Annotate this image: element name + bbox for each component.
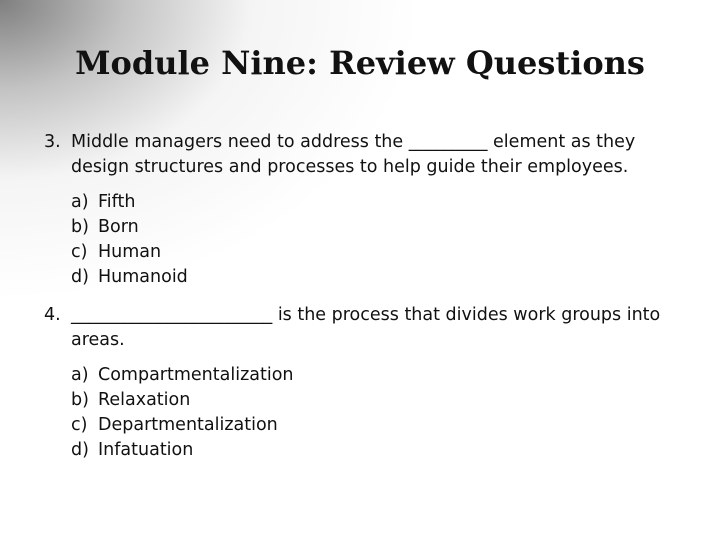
option-text: Born	[98, 217, 139, 237]
answer-option	[71, 190, 684, 215]
answer-options	[71, 190, 684, 290]
option-text: Departmentalization	[98, 415, 278, 435]
answer-options	[71, 363, 684, 463]
option-text: Humanoid	[98, 267, 188, 287]
option-text: Fifth	[98, 192, 136, 212]
question-text: _______________________ is the process that divides work groups into areas.	[71, 305, 661, 350]
option-letter: a)	[71, 192, 89, 212]
option-letter: c)	[71, 415, 88, 435]
question-number: 4.	[44, 305, 61, 325]
option-letter: d)	[71, 267, 89, 287]
option-text: Relaxation	[98, 390, 191, 410]
option-text: Human	[98, 242, 162, 262]
answer-option	[71, 438, 684, 463]
answer-option	[71, 363, 684, 388]
option-text: Infatuation	[98, 440, 194, 460]
question-3	[44, 130, 684, 290]
answer-option	[71, 215, 684, 240]
option-letter: b)	[71, 217, 89, 237]
answer-option	[71, 240, 684, 265]
option-letter: a)	[71, 365, 89, 385]
question-4	[44, 303, 684, 463]
answer-option	[71, 265, 684, 290]
option-letter: d)	[71, 440, 89, 460]
question-text: Middle managers need to address the _________ element as they design structures and processes to help guide their employees.	[71, 132, 636, 177]
answer-option	[71, 388, 684, 413]
answer-option	[71, 413, 684, 438]
option-letter: c)	[71, 242, 88, 262]
question-number: 3.	[44, 132, 61, 152]
slide-title: Module Nine: Review Questions	[75, 44, 645, 82]
option-text: Compartmentalization	[98, 365, 294, 385]
option-letter: b)	[71, 390, 89, 410]
